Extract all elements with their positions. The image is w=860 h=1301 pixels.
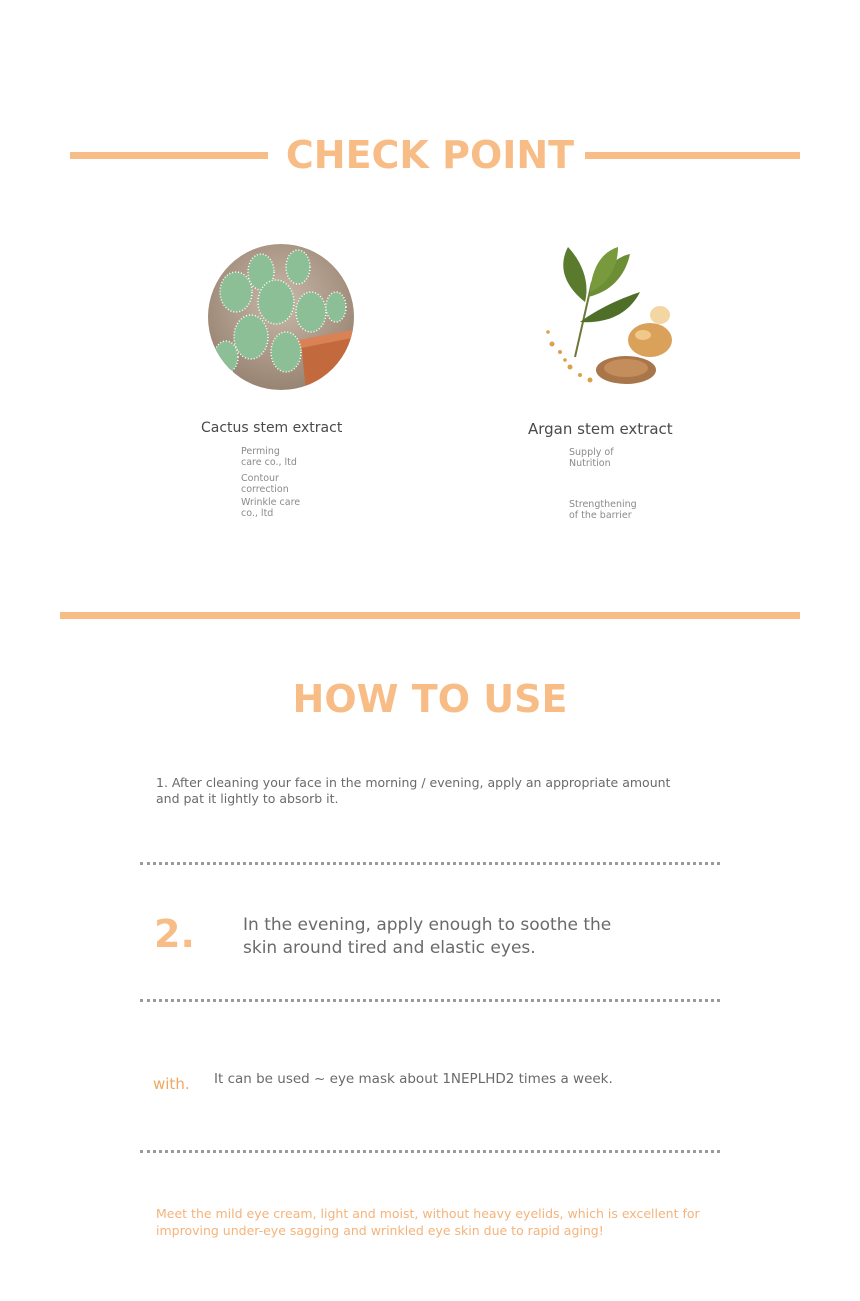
argan-icon — [530, 242, 680, 392]
cactus-name: Cactus stem extract — [201, 420, 343, 436]
step-2-number: 2. — [154, 912, 195, 956]
dotted-divider-3 — [140, 1150, 720, 1153]
argan-benefit-1: Supply of Nutrition — [569, 447, 614, 469]
step-2-text: In the evening, apply enough to soothe the skin around tired and elastic eyes. — [243, 915, 612, 958]
cactus-illustration — [206, 242, 356, 392]
argan-name: Argan stem extract — [528, 420, 673, 438]
closing-text: Meet the mild eye cream, light and moist, without heavy eyelids, which is excellent for improving under-eye sagging and wrinkled eye skin due to rapid aging! — [156, 1206, 700, 1238]
argan-benefit-2: Strengthening of the barrier — [569, 499, 637, 521]
dotted-divider-2 — [140, 999, 720, 1002]
cactus-benefit-2: Contour correction — [241, 473, 289, 495]
with-label: with. — [153, 1075, 190, 1093]
with-text: It can be used ~ eye mask about 1NEPLHD2 times a week. — [214, 1071, 613, 1087]
section-divider — [60, 612, 800, 619]
how-to-use-title: HOW TO USE — [292, 677, 568, 721]
argan-illustration — [530, 242, 680, 392]
check-point-title: CHECK POINT — [285, 133, 575, 177]
cactus-benefit-1: Perming care co., ltd — [241, 446, 297, 468]
step-1-text: 1. After cleaning your face in the morning / evening, apply an appropriate amount and pat it lightly to absorb it. — [156, 775, 671, 806]
cactus-icon — [206, 242, 356, 392]
cactus-benefit-3: Wrinkle care co., ltd — [241, 497, 301, 519]
dotted-divider-1 — [140, 862, 720, 865]
